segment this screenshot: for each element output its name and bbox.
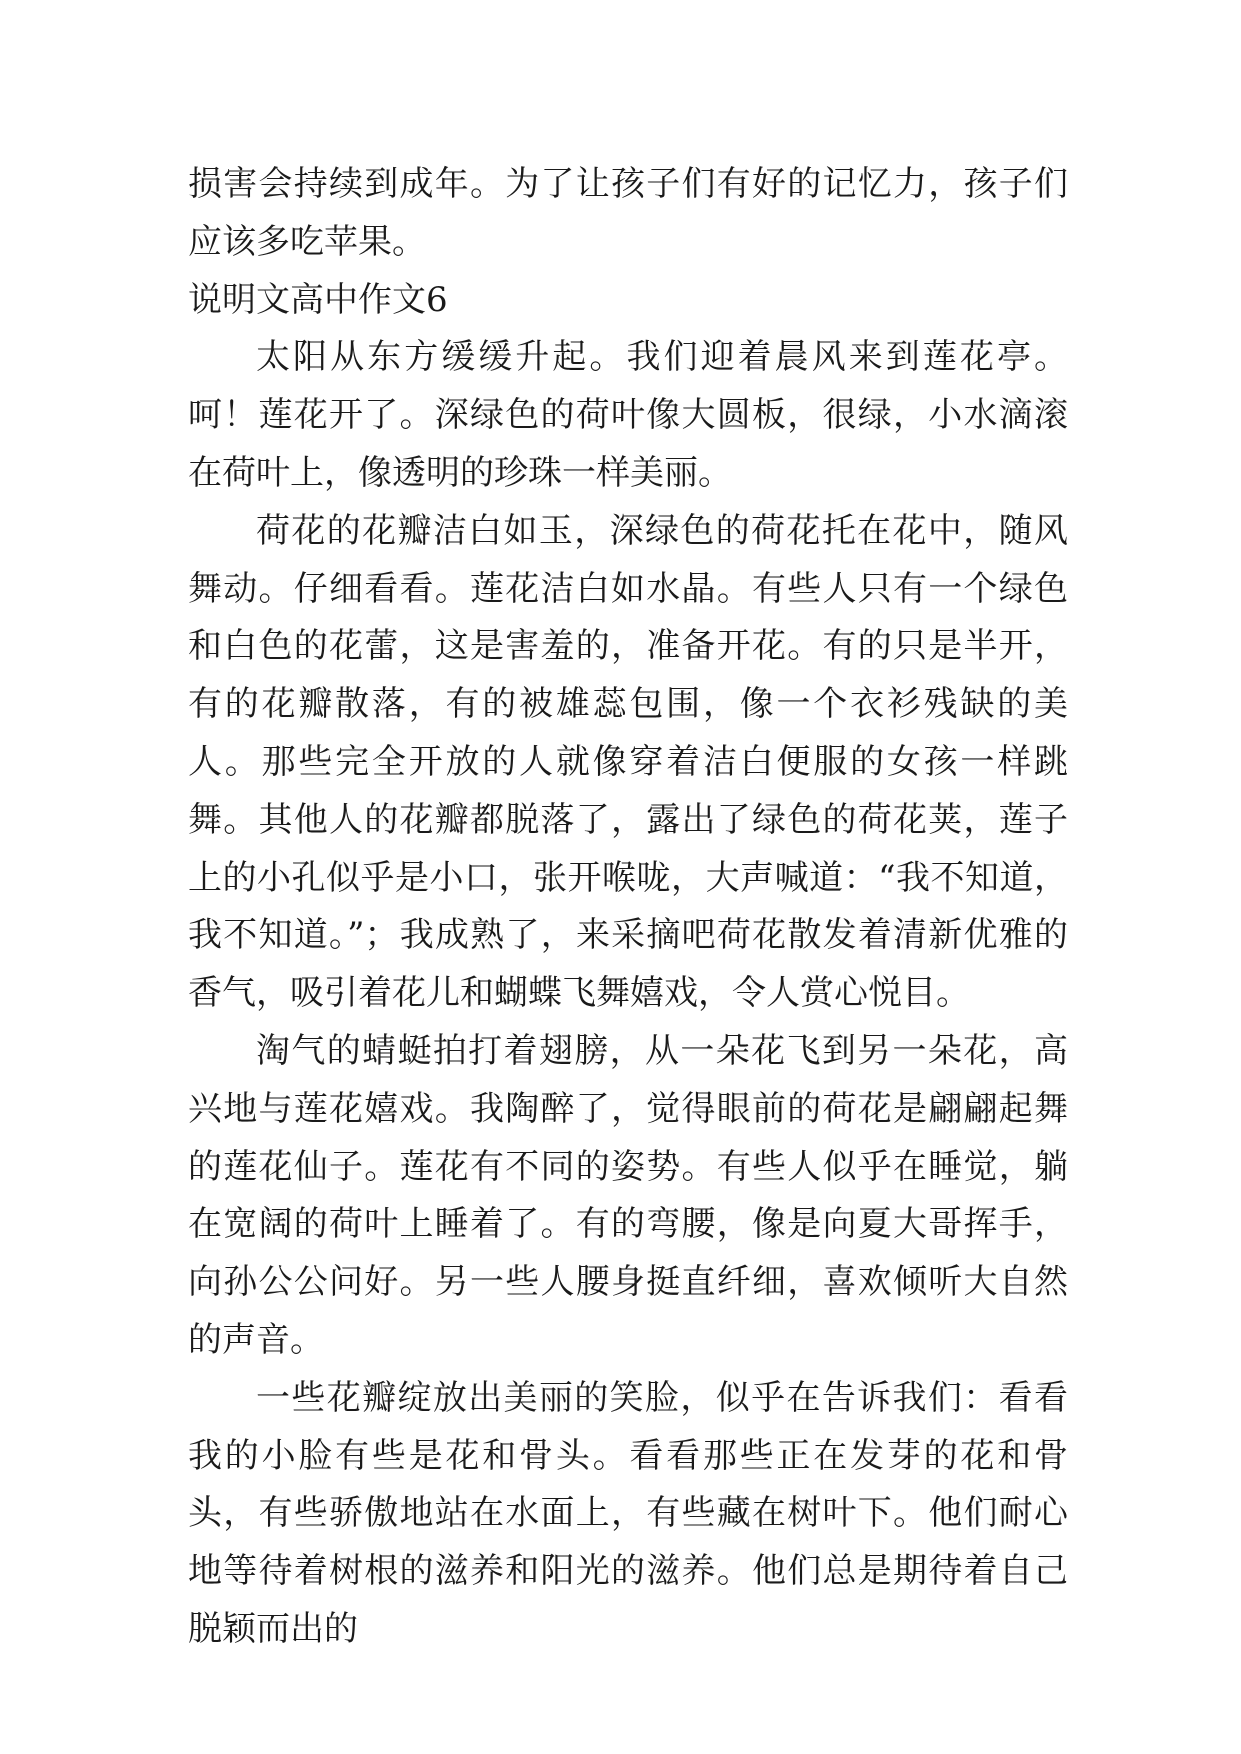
intro-paragraph: 损害会持续到成年。为了让孩子们有好的记忆力，孩子们应该多吃苹果。 [188, 164, 1068, 262]
document-body [188, 156, 1068, 1659]
section-title: 说明文高中作文6 [188, 279, 448, 320]
body-paragraph: 淘气的蜻蜓拍打着翅膀，从一朵花飞到另一朵花，高兴地与莲花嬉戏。我陶醉了，觉得眼前的荷花是翩翩起舞的莲花仙子。莲花有不同的姿势。有些人似乎在睡觉，躺在宽阔的荷叶上睡着了。有的弯腰，像是向夏大哥挥手，向孙公公问好。另一些人腰身挺直纤细，喜欢倾听大自然的声音。 [188, 1030, 1068, 1360]
body-paragraph: 太阳从东方缓缓升起。我们迎着晨风来到莲花亭。呵！莲花开了。深绿色的荷叶像大圆板，很绿，小水滴滚在荷叶上，像透明的珍珠一样美丽。 [188, 337, 1068, 493]
body-paragraph: 一些花瓣绽放出美丽的笑脸，似乎在告诉我们：看看我的小脸有些是花和骨头。看看那些正在发芽的花和骨头，有些骄傲地站在水面上，有些藏在树叶下。他们耐心地等待着树根的滋养和阳光的滋养。他们总是期待着自己脱颖而出的 [188, 1377, 1068, 1649]
body-paragraph: 荷花的花瓣洁白如玉，深绿色的荷花托在花中，随风舞动。仔细看看。莲花洁白如水晶。有些人只有一个绿色和白色的花蕾，这是害羞的，准备开花。有的只是半开，有的花瓣散落，有的被雄蕊包围，像一个衣衫残缺的美人。那些完全开放的人就像穿着洁白便服的女孩一样跳舞。其他人的花瓣都脱落了，露出了绿色的荷花荚，莲子上的小孔似乎是小口，张开喉咙，大声喊道：“我不知道，我不知道。”；我成熟了，来采摘吧荷花散发着清新优雅的香气，吸引着花儿和蝴蝶飞舞嬉戏，令人赏心悦目。 [188, 510, 1068, 1014]
